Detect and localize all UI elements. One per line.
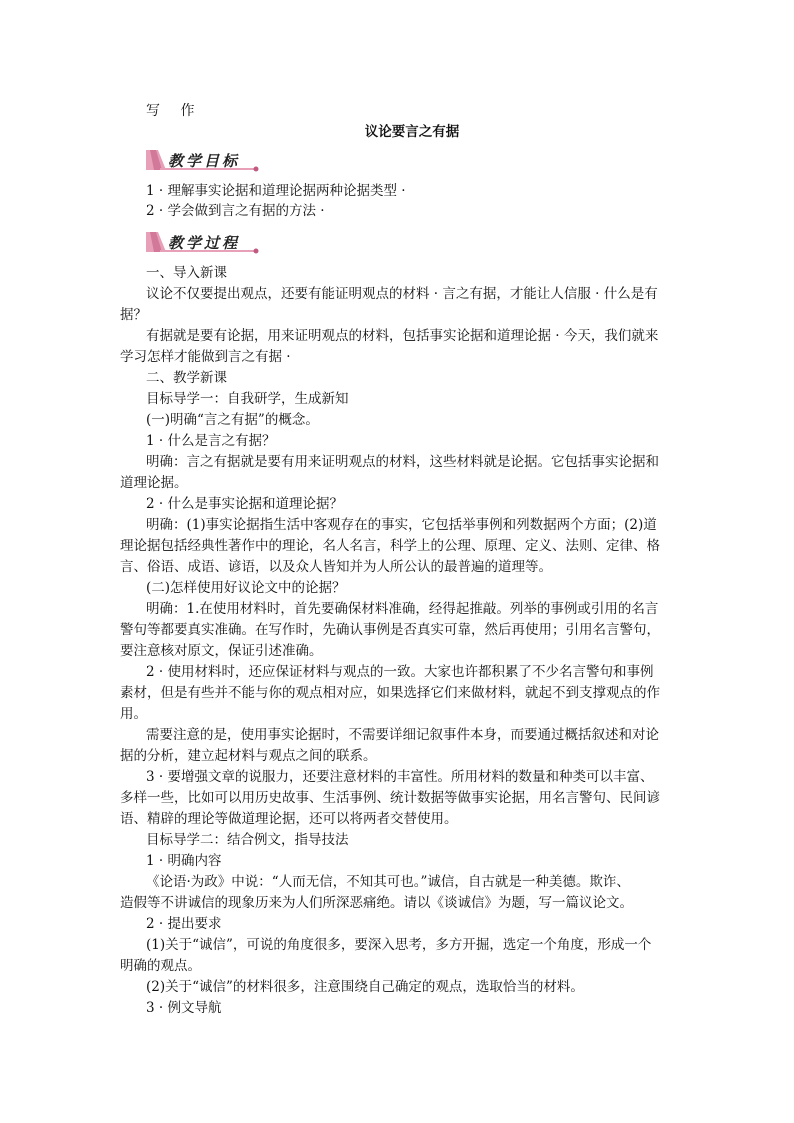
text-line: 明确的观点。 — [120, 958, 201, 974]
text-line: 据的分析，建立起材料与观点之间的联系。 — [120, 748, 377, 764]
banner-goals-label: 教学目标 — [168, 152, 241, 170]
text-line: 明确：(1)事实论据指生活中客观存在的事实，它包括举事例和列数据两个方面；(2)道 — [146, 517, 657, 533]
text-line: 有据就是要有论据，用来证明观点的材料，包括事实论据和道理论据 · 今天，我们就来 — [146, 328, 659, 344]
text-line: 明确：言之有据就是要有用来证明观点的材料，这些材料就是论据。它包括事实论据和 — [146, 454, 659, 470]
text-line: (二)怎样使用好议论文中的论据？ — [146, 580, 346, 596]
goal-2: 2 · 学会做到言之有据的方法 · — [146, 203, 325, 219]
text-line: 学习怎样才能做到言之有据 · — [120, 349, 291, 365]
text-line: 2 · 提出要求 — [146, 916, 222, 932]
banner-process-label: 教学过程 — [168, 234, 241, 252]
text-line: 语、精辟的理论等做道理论据，还可以将两者交替使用。 — [120, 811, 458, 827]
section-label: 写 作 — [146, 103, 203, 119]
text-line: 言、俗语、成语、谚语，以及众人皆知并为人所公认的最普遍的道理等。 — [120, 559, 552, 575]
text-line: 一、导入新课 — [146, 265, 227, 281]
banner-goals — [146, 148, 262, 172]
text-line: 理论据包括经典性著作中的理论，名人名言，科学上的公理、原理、定义、法则、定律、格 — [120, 538, 660, 554]
goal-1: 1 · 理解事实论据和道理论据两种论据类型 · — [146, 183, 406, 199]
text-line: 目标导学二：结合例文，指导技法 — [146, 832, 349, 848]
text-line: 3 · 要增强文章的说服力，还要注意材料的丰富性。所用材料的数量和种类可以丰富、 — [146, 769, 654, 785]
text-line: 明确：1.在使用材料时，首先要确保材料准确，经得起推敲。列举的事例或引用的名言 — [146, 601, 659, 617]
text-line: 据？ — [120, 307, 147, 323]
text-line: 2 · 使用材料时，还应保证材料与观点的一致。大家也许都积累了不少名言警句和事例 — [146, 664, 654, 680]
text-line: (2)关于“诚信”的材料很多，注意围绕自己确定的观点，选取恰当的材料。 — [146, 979, 584, 995]
text-line: 要注意核对原文，保证引述准确。 — [120, 643, 323, 659]
text-line: 道理论据。 — [120, 475, 188, 491]
text-line: (1)关于“诚信”，可说的角度很多，要深入思考，多方开掘，选定一个角度，形成一个 — [146, 937, 652, 953]
text-line: 警句等都要真实准确。在写作时，先确认事例是否真实可靠，然后再使用；引用名言警句， — [120, 622, 660, 638]
text-line: 多样一些，比如可以用历史故事、生活事例、统计数据等做事实论据，用名言警句、民间谚 — [120, 790, 660, 806]
text-line: 1 · 什么是言之有据？ — [146, 433, 276, 449]
text-line: (一)明确“言之有据”的概念。 — [146, 412, 319, 428]
text-line: 目标导学一：自我研学，生成新知 — [146, 391, 349, 407]
page-title: 议论要言之有据 — [364, 124, 460, 140]
text-line: 二、教学新课 — [146, 370, 227, 386]
text-line: 1 · 明确内容 — [146, 853, 222, 869]
text-line: 3 · 例文导航 — [146, 1000, 222, 1016]
text-line: 造假等不讲诚信的现象历来为人们所深恶痛绝。请以《谈诚信》为题，写一篇议论文。 — [120, 895, 633, 911]
text-line: 《论语·为政》中说：“人而无信，不知其可也。”诚信，自古就是一种美德。欺诈、 — [146, 874, 630, 890]
text-line: 用。 — [120, 706, 147, 722]
text-line: 需要注意的是，使用事实论据时，不需要详细记叙事件本身，而要通过概括叙述和对论 — [146, 727, 659, 743]
text-line: 2 · 什么是事实论据和道理论据？ — [146, 496, 343, 512]
text-line: 素材，但是有些并不能与你的观点相对应，如果选择它们来做材料，就起不到支撑观点的作 — [120, 685, 660, 701]
text-line: 议论不仅要提出观点，还要有能证明观点的材料 · 言之有据，才能让人信服 · 什么是有 — [146, 286, 658, 302]
banner-process — [146, 230, 262, 254]
